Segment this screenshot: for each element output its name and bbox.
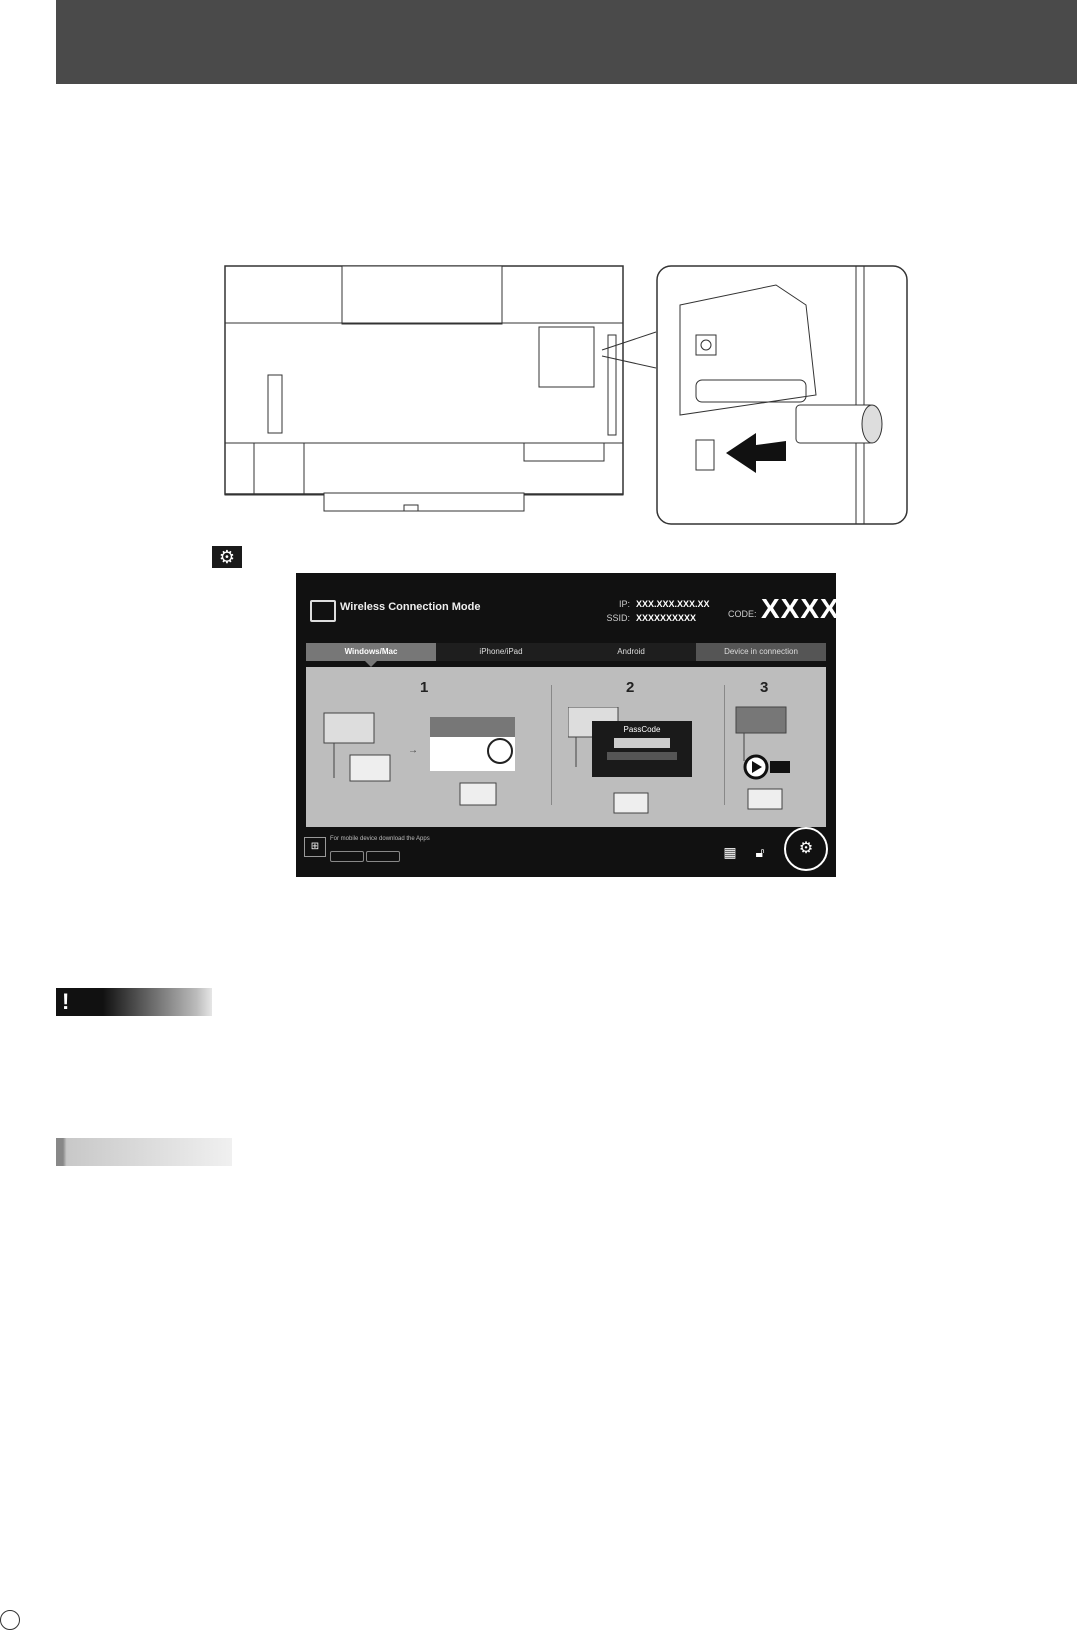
step1-illustration [320, 703, 530, 813]
tab-iphone-ipad[interactable]: iPhone/iPad [479, 647, 523, 656]
passcode-label: PassCode [623, 725, 661, 734]
unlock-icon[interactable]: 🔓︎ [755, 844, 765, 860]
svg-text:→: → [408, 745, 418, 756]
footer-download-text: For mobile device download the Apps [330, 836, 430, 842]
passcode-buttons [607, 752, 677, 760]
passcode-input [614, 738, 670, 748]
tab-android[interactable]: Android [617, 647, 645, 656]
page-number-circle [0, 1610, 20, 1630]
screen-title: Wireless Connection Mode [340, 601, 481, 613]
step-number-2: 2 [626, 679, 635, 696]
os-tabs [306, 643, 826, 661]
tab-device-in-connection[interactable]: Device in connection [696, 643, 826, 661]
exclamation-icon: ! [62, 989, 70, 1014]
app-icon: ⊞ [304, 837, 326, 857]
step3-illustration [734, 703, 818, 817]
settings-gear-icon[interactable]: ⚙ [784, 827, 828, 871]
tab-windows-mac[interactable]: Windows/Mac [306, 643, 436, 661]
step-divider [724, 685, 725, 805]
usb-insert-detail-illustration [656, 265, 908, 525]
screen-share-icon [310, 600, 336, 622]
ip-value: XXX.XXX.XXX.XX [636, 599, 710, 609]
ip-label: IP: [618, 599, 630, 609]
instruction-steps-panel [306, 667, 826, 827]
google-play-badge[interactable] [366, 851, 400, 862]
qr-code-icon[interactable]: ▦ [723, 844, 737, 860]
code-value: XXXX [761, 593, 840, 624]
page-header-bar [56, 0, 1077, 84]
wireless-connection-screen [296, 573, 840, 877]
passcode-dialog [592, 721, 692, 777]
callout-lines [600, 330, 660, 370]
ssid-value: XXXXXXXXXX [636, 613, 697, 623]
info-heading-bar [56, 1138, 232, 1166]
step-divider [551, 685, 552, 805]
screen-header [296, 573, 840, 637]
step-number-1: 1 [420, 679, 429, 696]
monitor-rear-illustration [224, 265, 624, 515]
gear-icon: ⚙ [212, 546, 242, 568]
step-number-3: 3 [760, 679, 769, 696]
code-label: CODE: [728, 609, 757, 619]
app-store-badge[interactable] [330, 851, 364, 862]
ssid-label: SSID: [606, 613, 630, 623]
warning-heading-bar [56, 988, 212, 1016]
